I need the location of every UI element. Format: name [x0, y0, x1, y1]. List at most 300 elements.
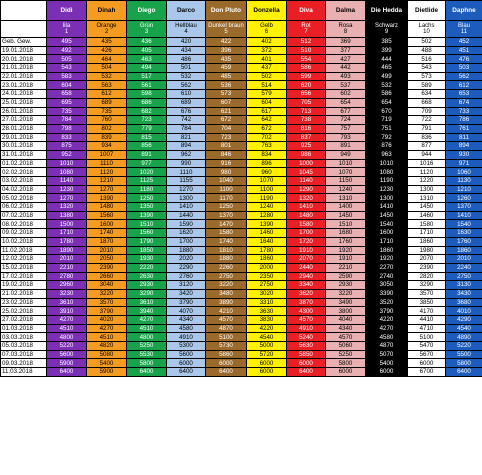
weight-cell: 4220 [366, 316, 408, 325]
weight-cell: 3220 [87, 289, 127, 298]
table-row [1, 272, 482, 281]
weight-cell: 4170 [408, 307, 446, 316]
weight-cell: 1170 [206, 194, 247, 203]
weight-cell: 1290 [287, 185, 326, 194]
weight-cell: 5860 [206, 350, 247, 359]
weight-cell: 719 [366, 116, 408, 125]
row-date: 07.02.2018 [1, 211, 47, 220]
weight-cell: 586 [366, 90, 408, 99]
weight-cell: 2020 [167, 255, 206, 264]
row-date: 19.02.2018 [1, 281, 47, 290]
weight-cell: 930 [446, 150, 482, 159]
weight-cell: 682 [127, 107, 167, 116]
weight-cell: 1390 [87, 194, 127, 203]
header-labels-row [1, 21, 482, 38]
table-row [1, 263, 482, 272]
weight-cell: 1180 [127, 185, 167, 194]
column-header-label [408, 21, 446, 38]
table-row [1, 333, 482, 342]
weight-cell: 960 [247, 168, 287, 177]
column-number: 8 [343, 29, 348, 35]
weight-cell: 4290 [446, 316, 482, 325]
weight-cell: 3340 [287, 281, 326, 290]
weight-cell: 977 [127, 159, 167, 168]
column-header-label [366, 21, 408, 38]
table-row [1, 307, 482, 316]
weight-cell: 654 [366, 98, 408, 107]
weight-cell: 952 [47, 150, 87, 159]
weight-cell: 5720 [247, 350, 287, 359]
weight-cell: 3680 [446, 298, 482, 307]
weight-cell: 3800 [326, 307, 366, 316]
weight-cell: 1016 [408, 159, 446, 168]
weight-cell: 1740 [87, 229, 127, 238]
column-color-label: Hellblau [175, 22, 197, 29]
column-color-label: Grün [139, 22, 154, 29]
weight-cell: 4870 [206, 324, 247, 333]
weight-cell: 1600 [366, 229, 408, 238]
weight-cell: 971 [446, 159, 482, 168]
table-row [1, 220, 482, 229]
weight-cell: 1850 [127, 246, 167, 255]
weight-cell: 620 [287, 81, 326, 90]
weight-cell: 5060 [326, 342, 366, 351]
weight-cell: 1880 [206, 255, 247, 264]
weight-cell: 837 [287, 133, 326, 142]
table-row [1, 150, 482, 159]
weight-cell: 689 [167, 98, 206, 107]
weight-cell: 4820 [87, 342, 127, 351]
weight-cell: 4710 [408, 324, 446, 333]
weight-cell: 505 [47, 55, 87, 64]
weight-cell: 3870 [287, 298, 326, 307]
weight-cell: 672 [206, 116, 247, 125]
weight-cell: 1410 [366, 203, 408, 212]
table-row [1, 38, 482, 47]
weight-cell: 6000 [247, 359, 287, 368]
column-header-name: Dietlide [408, 1, 446, 21]
weight-cell: 1480 [87, 203, 127, 212]
weight-cell: 1700 [287, 229, 326, 238]
weight-cell: 2390 [408, 263, 446, 272]
row-date: 27.02.2018 [1, 316, 47, 325]
weight-cell: 3940 [127, 307, 167, 316]
weight-cell: 3790 [366, 307, 408, 316]
column-number: 11 [460, 29, 468, 35]
weight-cell: 1390 [247, 220, 287, 229]
weight-cell: 1860 [446, 246, 482, 255]
weight-cell: 934 [87, 142, 127, 151]
weight-cell: 517 [127, 72, 167, 81]
weight-cell: 1010 [366, 159, 408, 168]
column-header-name: Die Hedda [366, 1, 408, 21]
weight-cell: 602 [326, 90, 366, 99]
column-color-label: Schwarz [374, 22, 398, 29]
weight-cell: 676 [167, 107, 206, 116]
weight-cell: 654 [326, 98, 366, 107]
weight-cell: 1980 [408, 246, 446, 255]
weight-cell: 1320 [287, 194, 326, 203]
weight-cell: 6000 [206, 359, 247, 368]
weight-cell: 369 [326, 38, 366, 47]
weight-cell: 494 [127, 64, 167, 73]
weight-cell: 656 [287, 90, 326, 99]
weight-cell: 2000 [247, 263, 287, 272]
weight-cell: 4570 [326, 333, 366, 342]
column-header-name: Dalma [326, 1, 366, 21]
weight-cell: 563 [87, 81, 127, 90]
weight-cell: 372 [247, 46, 287, 55]
weight-cell: 451 [446, 46, 482, 55]
weight-cell: 516 [408, 55, 446, 64]
weight-cell: 604 [247, 98, 287, 107]
weight-cell: 1190 [366, 177, 408, 186]
weight-cell: 4800 [47, 333, 87, 342]
row-date: 02.02.2018 [1, 168, 47, 177]
weight-cell: 543 [47, 64, 87, 73]
table-row [1, 90, 482, 99]
weight-cell: 385 [366, 38, 408, 47]
weight-cell: 5220 [446, 342, 482, 351]
weight-cell: 2630 [127, 272, 167, 281]
weight-cell: 1720 [287, 237, 326, 246]
column-color-label: Orange [96, 22, 117, 29]
weight-cell: 1710 [47, 229, 87, 238]
weight-cell: 722 [408, 116, 446, 125]
weight-cell: 586 [287, 64, 326, 73]
column-header-name: Donzella [247, 1, 287, 21]
weight-cell: 1140 [287, 177, 326, 186]
table-row [1, 107, 482, 116]
row-date: 05.03.2018 [1, 342, 47, 351]
weight-cell: 2210 [326, 263, 366, 272]
header-names-row [1, 1, 482, 21]
weight-cell: 543 [408, 64, 446, 73]
table-row [1, 98, 482, 107]
weight-cell: 4410 [408, 316, 446, 325]
column-number: 2 [104, 29, 109, 35]
weight-cell: 3040 [87, 281, 127, 290]
weight-cell: 2350 [247, 272, 287, 281]
weight-cell: 815 [127, 133, 167, 142]
weight-cell: 833 [47, 133, 87, 142]
weight-cell: 5800 [127, 359, 167, 368]
weight-cell: 695 [47, 98, 87, 107]
column-header-name: Diego [127, 1, 167, 21]
weight-cell: 3050 [366, 281, 408, 290]
weight-cell: 3420 [167, 289, 206, 298]
weight-cell: 949 [326, 150, 366, 159]
weight-cell: 502 [247, 72, 287, 81]
weight-cell: 1130 [446, 177, 482, 186]
weight-cell: 5300 [167, 342, 206, 351]
weight-cell: 1300 [366, 194, 408, 203]
weight-cell: 537 [326, 81, 366, 90]
weight-cell: 1045 [287, 168, 326, 177]
weight-cell: 784 [167, 124, 206, 133]
weight-cell: 1270 [87, 185, 127, 194]
weight-cell: 5400 [87, 359, 127, 368]
weight-cell: 4040 [326, 316, 366, 325]
weight-cell: 2010 [47, 255, 87, 264]
row-date: 12.02.2018 [1, 255, 47, 264]
weight-cell: 1510 [127, 220, 167, 229]
weight-cell: 821 [167, 133, 206, 142]
weight-cell: 1620 [167, 229, 206, 238]
weight-cell: 2760 [167, 272, 206, 281]
weight-cell: 4910 [167, 333, 206, 342]
weight-cell: 504 [87, 64, 127, 73]
weight-cell: 573 [206, 90, 247, 99]
row-date: 25.02.2018 [1, 307, 47, 316]
weight-cell: 426 [87, 46, 127, 55]
weight-cell: 1440 [167, 211, 206, 220]
table-row [1, 255, 482, 264]
weight-cell: 1640 [247, 237, 287, 246]
table-row [1, 229, 482, 238]
weight-cell: 561 [127, 81, 167, 90]
weight-cell: 1220 [408, 177, 446, 186]
weight-cell: 1790 [127, 237, 167, 246]
weight-cell: 3220 [206, 281, 247, 290]
row-date: 21.01.2018 [1, 64, 47, 73]
weight-cell: 1230 [47, 185, 87, 194]
weight-cell: 5000 [247, 342, 287, 351]
weight-cell: 3910 [47, 307, 87, 316]
weight-cell: 2940 [287, 272, 326, 281]
weight-cell: 891 [326, 142, 366, 151]
row-date: 01.02.2018 [1, 159, 47, 168]
weight-cell: 5600 [47, 350, 87, 359]
weight-cell: 599 [287, 72, 326, 81]
weight-cell: 1460 [408, 211, 446, 220]
weight-cell: 846 [206, 150, 247, 159]
table-row [1, 168, 482, 177]
table-row [1, 159, 482, 168]
column-color-label: Blau [457, 22, 470, 29]
weight-cell: 735 [47, 107, 87, 116]
table-row [1, 185, 482, 194]
weight-cell: 801 [206, 142, 247, 151]
weight-cell: 986 [287, 150, 326, 159]
weight-cell: 1240 [326, 185, 366, 194]
weight-cell: 3230 [47, 289, 87, 298]
column-header-name: Darco [167, 1, 206, 21]
weight-cell: 793 [326, 133, 366, 142]
header-corner-2 [1, 21, 47, 38]
weight-cell: 1080 [366, 168, 408, 177]
table-row [1, 246, 482, 255]
weight-cell: 5220 [47, 342, 87, 351]
weight-cell: 3490 [326, 298, 366, 307]
table-row [1, 359, 482, 368]
weight-cell: 713 [287, 107, 326, 116]
weight-cell: 1500 [47, 220, 87, 229]
weight-cell: 422 [206, 38, 247, 47]
weight-cell: 503 [446, 64, 482, 73]
table-row [1, 281, 482, 290]
row-date: 07.03.2018 [1, 350, 47, 359]
weight-cell: 1120 [408, 168, 446, 177]
weight-cell: 1710 [366, 237, 408, 246]
weight-cell: 786 [446, 116, 482, 125]
weight-cell: 791 [408, 124, 446, 133]
weight-cell: 573 [408, 72, 446, 81]
weight-cell: 1580 [206, 229, 247, 238]
weight-cell: 5250 [326, 350, 366, 359]
weight-cell: 1600 [87, 220, 127, 229]
column-number: 7 [304, 29, 308, 35]
weight-cell: 402 [247, 38, 287, 47]
weight-cell: 723 [127, 116, 167, 125]
weight-cell: 1450 [326, 211, 366, 220]
weight-cell: 916 [206, 159, 247, 168]
weight-cell: 784 [47, 116, 87, 125]
weight-cell: 738 [287, 116, 326, 125]
weight-cell: 436 [127, 38, 167, 47]
weight-cell: 944 [408, 150, 446, 159]
weight-cell: 798 [47, 124, 87, 133]
weight-cell: 396 [206, 46, 247, 55]
weight-cell: 1120 [87, 168, 127, 177]
weight-cell: 452 [446, 38, 482, 47]
weight-cell: 839 [87, 133, 127, 142]
weight-cell: 5900 [47, 359, 87, 368]
row-date: 29.01.2018 [1, 133, 47, 142]
row-date: 15.02.2018 [1, 263, 47, 272]
weight-cell: 834 [247, 150, 287, 159]
weight-cell: 1590 [167, 220, 206, 229]
weight-cell: 435 [206, 55, 247, 64]
weight-cell: 1110 [167, 168, 206, 177]
weight-cell: 1100 [247, 185, 287, 194]
weight-cell: 6400 [167, 368, 206, 377]
weight-cell: 689 [87, 98, 127, 107]
table-row [1, 324, 482, 333]
weight-cell: 435 [87, 38, 127, 47]
weight-cell: 1060 [446, 168, 482, 177]
weight-cell: 2240 [446, 263, 482, 272]
weight-cell: 1930 [127, 255, 167, 264]
weight-cell: 658 [47, 90, 87, 99]
weight-cell: 589 [408, 81, 446, 90]
row-date: 24.01.2018 [1, 90, 47, 99]
weight-cell: 2750 [446, 272, 482, 281]
weight-cell: 2270 [366, 263, 408, 272]
weight-cell: 4070 [167, 307, 206, 316]
weight-cell: 802 [87, 124, 127, 133]
weight-cell: 5240 [287, 333, 326, 342]
weight-cell: 495 [47, 38, 87, 47]
row-date: 22.01.2018 [1, 72, 47, 81]
weight-cell: 877 [408, 142, 446, 151]
weight-cell: 1300 [408, 185, 446, 194]
weight-cell: 459 [206, 64, 247, 73]
weight-cell: 502 [408, 38, 446, 47]
weight-cell: 1100 [206, 185, 247, 194]
column-number: 9 [384, 29, 389, 35]
weight-cell: 3790 [87, 307, 127, 316]
weight-cell: 465 [366, 64, 408, 73]
weight-cell: 4270 [47, 316, 87, 325]
weight-cell: 4300 [287, 307, 326, 316]
weight-cell: 779 [127, 124, 167, 133]
weight-cell: 2440 [287, 263, 326, 272]
weight-cell: 4270 [87, 324, 127, 333]
weight-cell: 677 [326, 107, 366, 116]
column-header-label [247, 21, 287, 38]
weight-cell: 1240 [247, 203, 287, 212]
weight-cell: 579 [247, 90, 287, 99]
weight-cell: 1210 [446, 185, 482, 194]
weight-cell: 607 [206, 98, 247, 107]
row-date: 03.03.2018 [1, 333, 47, 342]
weight-cell: 1270 [167, 185, 206, 194]
weight-cell: 5470 [408, 342, 446, 351]
row-date: 25.01.2018 [1, 98, 47, 107]
row-date: 09.02.2018 [1, 229, 47, 238]
weight-cell: 2780 [47, 272, 87, 281]
column-color-label: Rot [301, 22, 311, 29]
table-row [1, 342, 482, 351]
row-date: 03.02.2018 [1, 177, 47, 186]
weight-cell: 894 [446, 142, 482, 151]
weight-cell: 399 [366, 46, 408, 55]
weight-cell: 492 [47, 46, 87, 55]
weight-cell: 670 [366, 107, 408, 116]
weight-cell: 476 [446, 55, 482, 64]
weight-cell: 2070 [408, 255, 446, 264]
weight-cell: 1310 [408, 194, 446, 203]
weight-cell: 724 [326, 116, 366, 125]
weight-cell: 3130 [446, 281, 482, 290]
weight-cell: 792 [366, 133, 408, 142]
weight-cell: 709 [408, 107, 446, 116]
weight-cell: 4510 [127, 324, 167, 333]
weight-cell: 464 [87, 55, 127, 64]
weight-cell: 532 [366, 81, 408, 90]
weight-cell: 434 [167, 46, 206, 55]
weight-cell: 3020 [247, 289, 287, 298]
weight-cell: 4580 [167, 324, 206, 333]
weight-cell: 2220 [127, 263, 167, 272]
weight-cell: 891 [127, 150, 167, 159]
weight-cell: 612 [446, 81, 482, 90]
weight-cell: 751 [366, 124, 408, 133]
weight-cell: 757 [326, 124, 366, 133]
weight-cell: 1860 [366, 246, 408, 255]
row-date: Geb. Gew. [1, 38, 47, 47]
weight-cell: 1020 [127, 168, 167, 177]
row-date: 10.02.2018 [1, 237, 47, 246]
weight-cell: 4220 [247, 324, 287, 333]
weight-cell: 1680 [326, 229, 366, 238]
column-number: 4 [184, 29, 188, 35]
weight-cell: 1760 [446, 237, 482, 246]
weight-cell: 6000 [287, 359, 326, 368]
weight-cell: 896 [247, 159, 287, 168]
weight-cell: 672 [247, 124, 287, 133]
weight-cell: 5850 [287, 350, 326, 359]
row-date: 23.02.2018 [1, 298, 47, 307]
weight-cell: 4540 [446, 324, 482, 333]
weight-cell: 532 [167, 72, 206, 81]
weight-cell: 1810 [206, 246, 247, 255]
weight-cell: 5730 [206, 342, 247, 351]
weight-cell: 3120 [167, 281, 206, 290]
weight-cell: 562 [446, 72, 482, 81]
weight-cell: 5080 [87, 350, 127, 359]
